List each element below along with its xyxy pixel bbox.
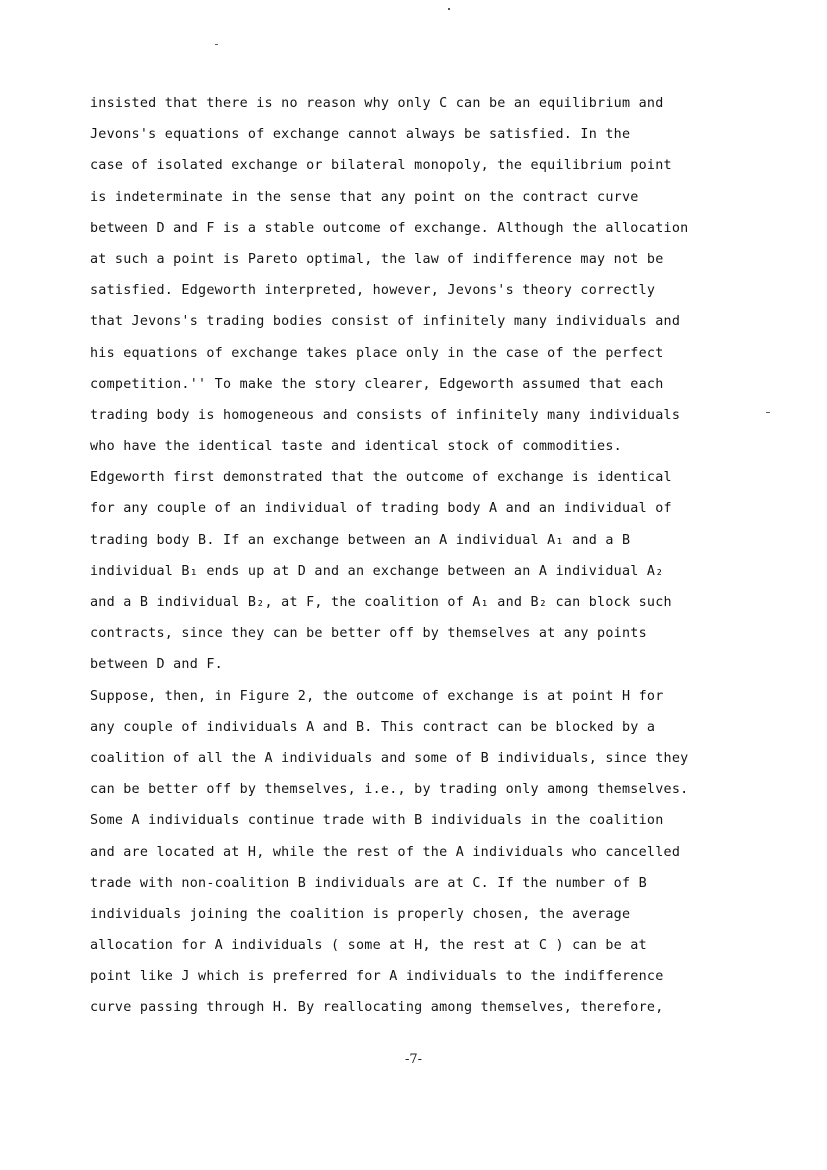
text-line: his equations of exchange takes place only in the case of the perfect bbox=[90, 345, 664, 361]
text-line: for any couple of an individual of trading body A and an individual of bbox=[90, 501, 672, 517]
scan-speck bbox=[766, 412, 770, 413]
text-line: Suppose, then, in Figure 2, the outcome of exchange is at point H for bbox=[90, 688, 664, 704]
text-line: between D and F is a stable outcome of exchange. Although the allocation bbox=[90, 220, 689, 236]
text-line: trading body B. If an exchange between an A individual A₁ and a B bbox=[90, 532, 631, 548]
text-line: who have the identical taste and identical stock of commodities. bbox=[90, 439, 622, 455]
text-line: between D and F. bbox=[90, 657, 223, 673]
text-line: point like J which is preferred for A individuals to the indifference bbox=[90, 969, 664, 985]
text-line: case of isolated exchange or bilateral monopoly, the equilibrium point bbox=[90, 158, 672, 174]
text-line: and a B individual B₂, at F, the coalition of A₁ and B₂ can block such bbox=[90, 595, 672, 610]
text-line: Edgeworth first demonstrated that the outcome of exchange is identical bbox=[90, 470, 672, 486]
text-line: Some A individuals continue trade with B individuals in the coalition bbox=[90, 813, 664, 829]
text-line: trade with non-coalition B individuals are at C. If the number of B bbox=[90, 875, 647, 891]
text-line: can be better off by themselves, i.e., by trading only among themselves. bbox=[90, 782, 689, 798]
text-line: that Jevons's trading bodies consist of infinitely many individuals and bbox=[90, 314, 681, 330]
text-line: at such a point is Pareto optimal, the law of indifference may not be bbox=[90, 251, 664, 267]
scan-speck bbox=[448, 8, 450, 10]
text-line: and are located at H, while the rest of the A individuals who cancelled bbox=[90, 844, 681, 860]
text-line: insisted that there is no reason why only C can be an equilibrium and bbox=[90, 96, 664, 111]
text-line: individuals joining the coalition is properly chosen, the average bbox=[90, 906, 631, 922]
text-line: satisfied. Edgeworth interpreted, however, Jevons's theory correctly bbox=[90, 283, 656, 299]
text-line: coalition of all the A individuals and some of B individuals, since they bbox=[90, 750, 689, 766]
scan-speck bbox=[215, 44, 218, 45]
text-line: allocation for A individuals ( some at H, the rest at C ) can be at bbox=[90, 938, 647, 954]
text-line: competition.'' To make the story clearer, Edgeworth assumed that each bbox=[90, 376, 664, 392]
text-line: Jevons's equations of exchange cannot always be satisfied. In the bbox=[90, 127, 631, 143]
text-line: trading body is homogeneous and consists of infinitely many individuals bbox=[90, 407, 681, 423]
page-number: -7- bbox=[404, 1052, 423, 1067]
body-text bbox=[90, 88, 762, 1024]
text-line: curve passing through H. By reallocating among themselves, therefore, bbox=[90, 1000, 664, 1016]
text-line: any couple of individuals A and B. This contract can be blocked by a bbox=[90, 719, 656, 735]
text-line: is indeterminate in the sense that any point on the contract curve bbox=[90, 189, 639, 205]
text-line: contracts, since they can be better off by themselves at any points bbox=[90, 626, 647, 642]
text-line: individual B₁ ends up at D and an exchange between an A individual A₂ bbox=[90, 563, 664, 579]
